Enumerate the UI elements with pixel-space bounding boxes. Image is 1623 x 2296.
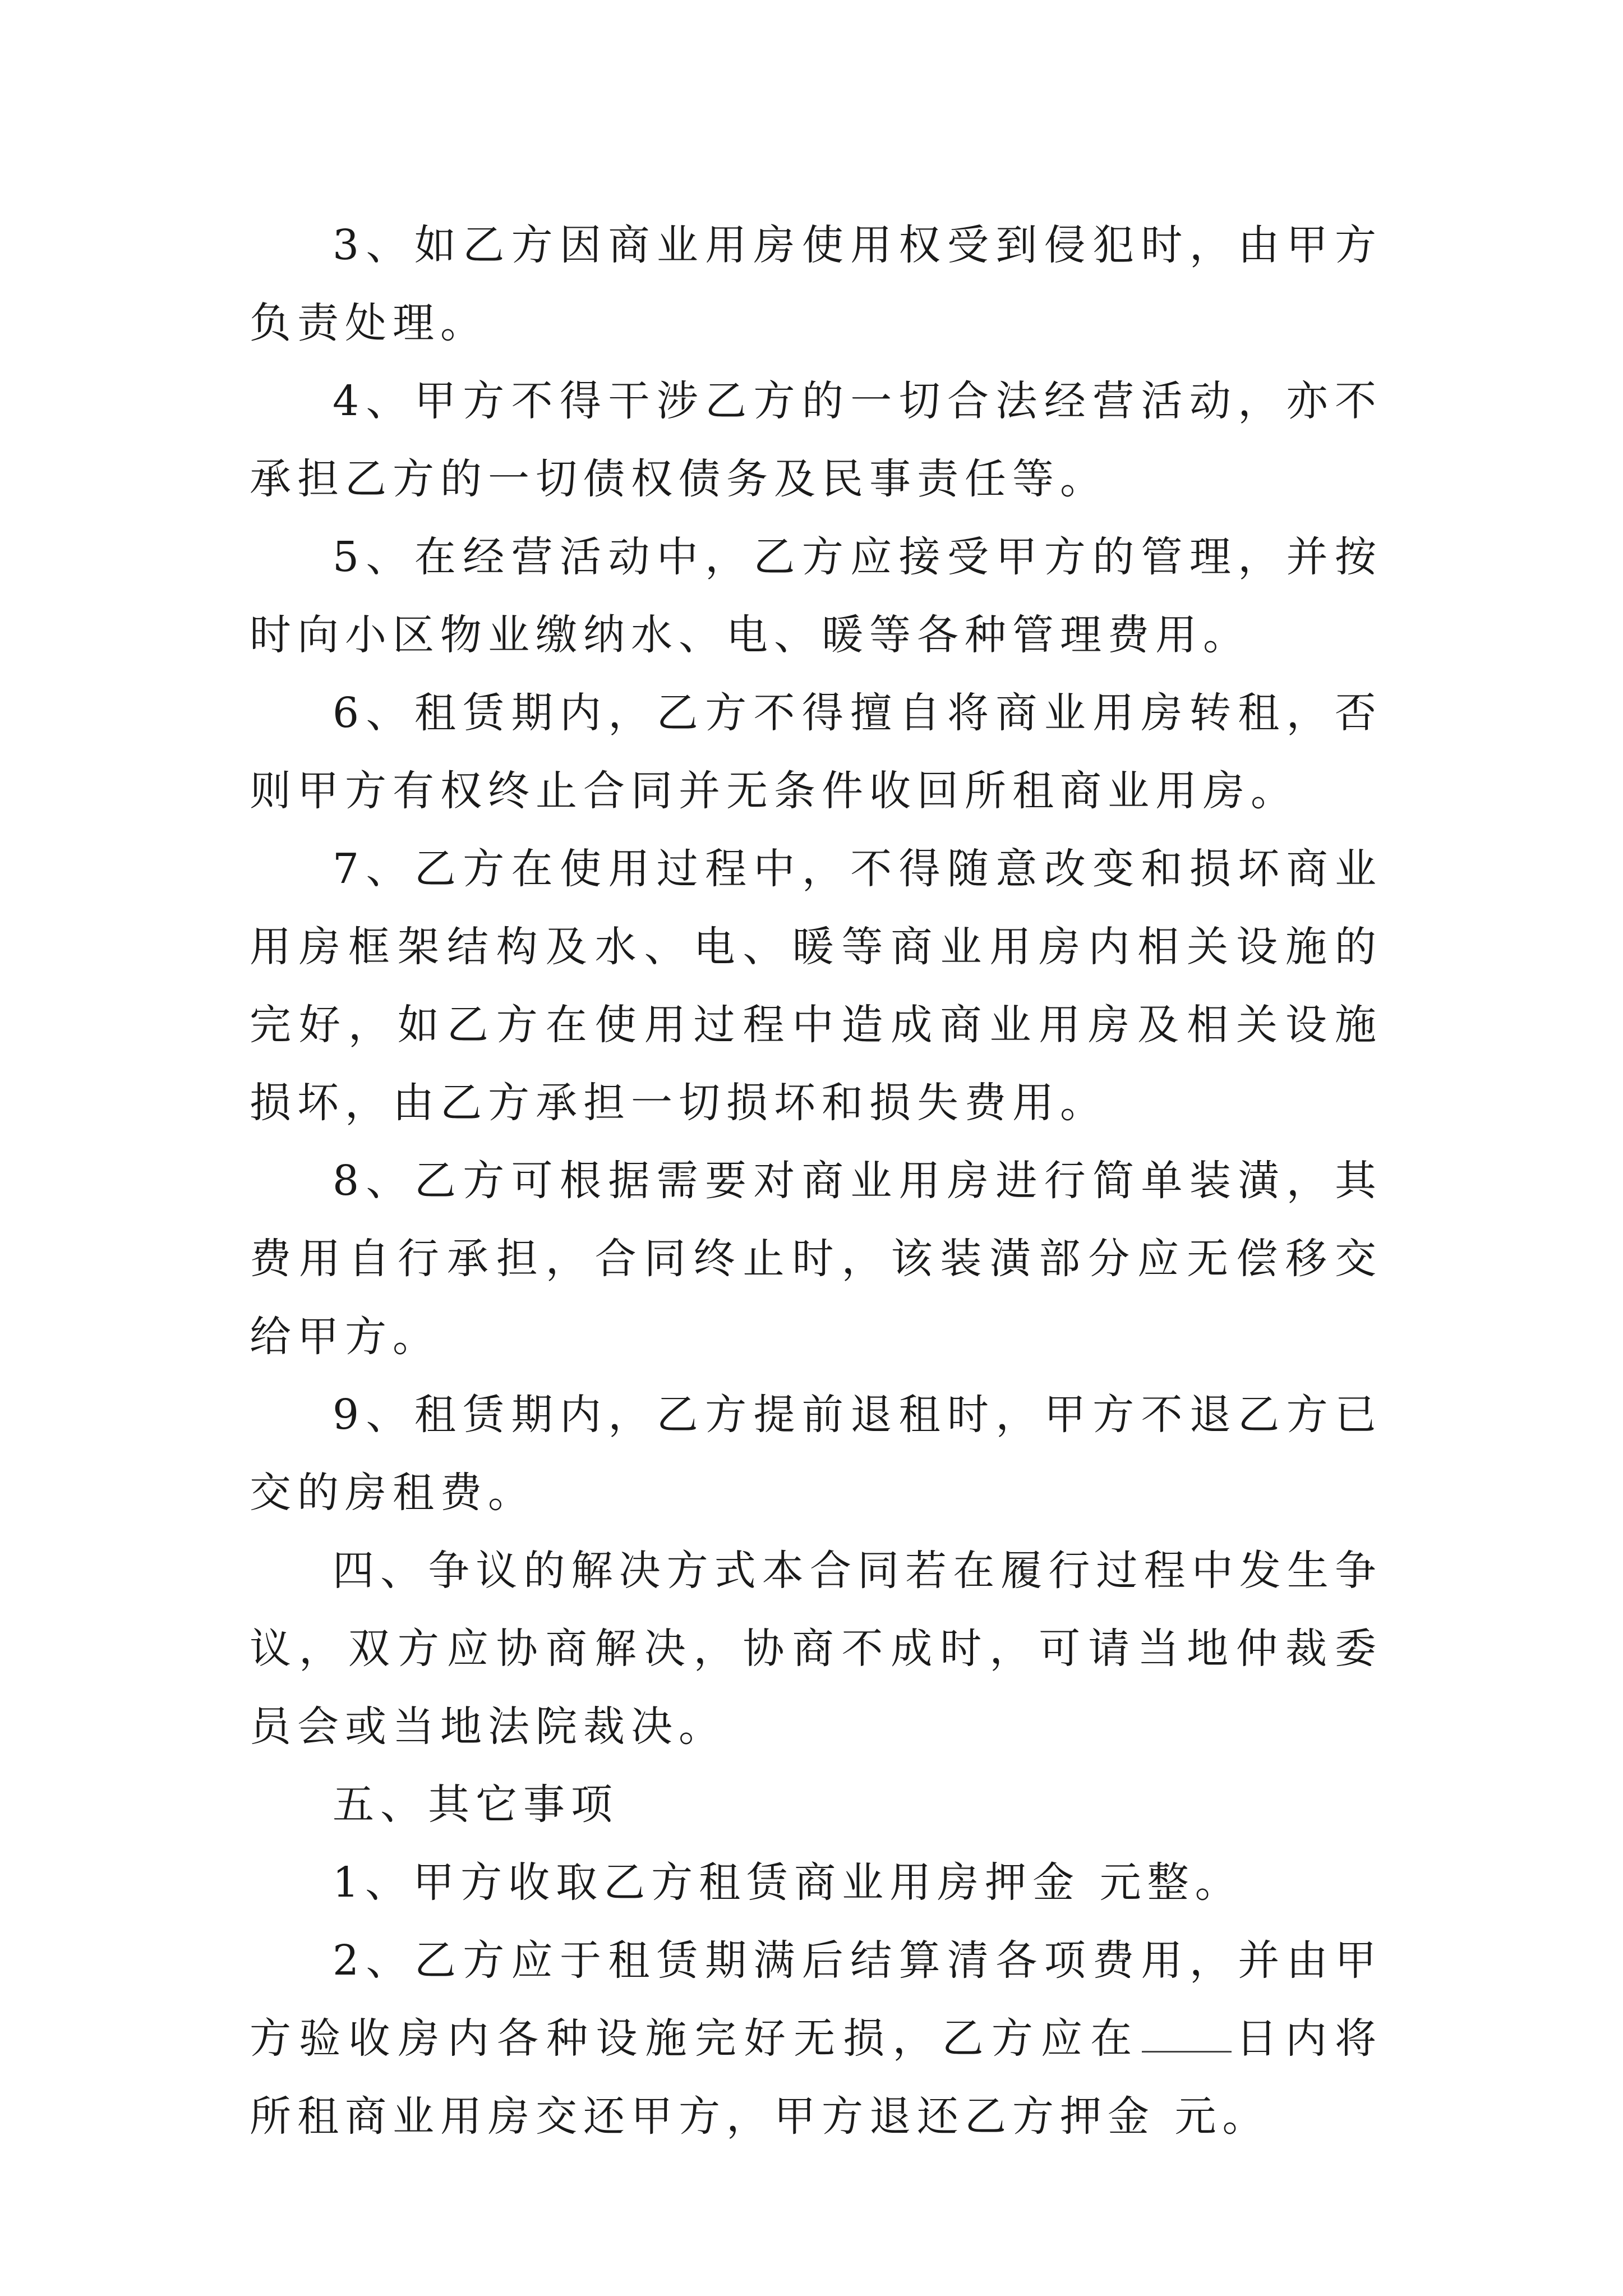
clause-9: 9、租赁期内，乙方提前退租时，甲方不退乙方已交的房租费。 [250,1391,1382,1517]
section-5-heading: 五、其它事项 [333,1780,619,1829]
other-item-1: 1、甲方收取乙方租赁商业用房押金 元整。 [333,1858,1243,1907]
clause-5: 5、在经营活动中，乙方应接受甲方的管理，并按时向小区物业缴纳水、电、暖等各种管理费用。 [250,533,1382,659]
document-body [250,206,1382,2156]
section-4-dispute-resolution: 四、争议的解决方式本合同若在履行过程中发生争议，双方应协商解决，协商不成时，可请当地仲裁委员会或当地法院裁决。 [250,1547,1382,1751]
clause-7: 7、乙方在使用过程中，不得随意改变和损坏商业用房框架结构及水、电、暖等商业用房内相关设施的完好，如乙方在使用过程中造成商业用房及相关设施损坏，由乙方承担一切损坏和损失费用。 [250,845,1382,1127]
clause-3: 3、如乙方因商业用房使用权受到侵犯时，由甲方负责处理。 [250,221,1382,347]
clause-8: 8、乙方可根据需要对商业用房进行简单装潢，其费用自行承担，合同终止时，该装潢部分应无偿移交给甲方。 [250,1157,1382,1361]
other-item-2 [250,1922,1382,2156]
other-item-2-part-2: 日内将所租商业用房交还甲方，甲方退还乙方押金 元。 [250,2014,1383,2141]
clause-4: 4、甲方不得干涉乙方的一切合法经营活动，亦不承担乙方的一切债权债务及民事责任等。 [250,377,1382,503]
blank-days-field [1142,2017,1232,2053]
clause-6: 6、租赁期内，乙方不得擅自将商业用房转租，否则甲方有权终止合同并无条件收回所租商业用房。 [250,689,1382,815]
other-item-2-part-1: 2、乙方应于租赁期满后结算清各项费用，并由甲方验收房内各种设施完好无损，乙方应在 [250,1936,1382,2063]
